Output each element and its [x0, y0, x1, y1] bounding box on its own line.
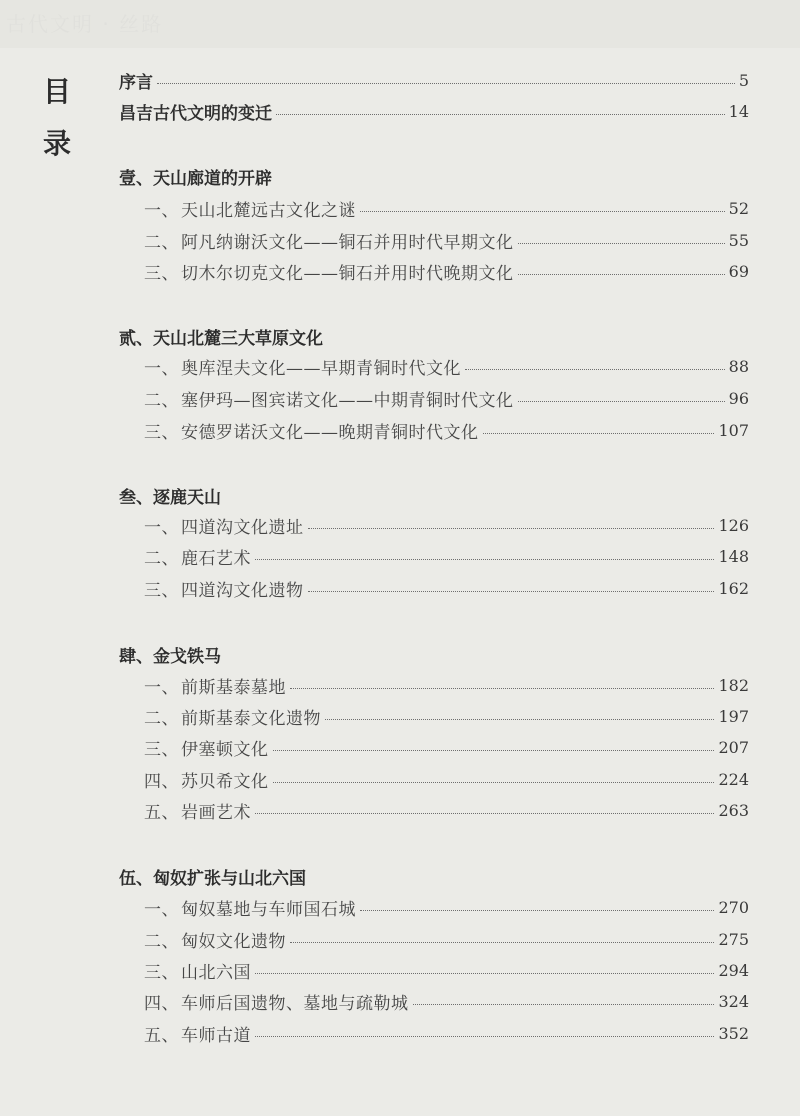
- dot-leader: [157, 82, 735, 84]
- dot-leader: [290, 687, 714, 689]
- toc-entry-preface[interactable]: [119, 67, 749, 93]
- item-label: 天山北麓远古文化之谜: [181, 200, 356, 221]
- item-label: 车师后国遗物、墓地与疏勒城: [181, 993, 409, 1014]
- toc-item[interactable]: [144, 195, 749, 221]
- toc-page-number: 55: [728, 230, 749, 250]
- dot-leader: [290, 941, 714, 943]
- dot-leader: [255, 972, 714, 974]
- item-label: 匈奴文化遗物: [181, 931, 286, 952]
- dot-leader: [255, 1035, 714, 1037]
- item-number: 三、: [144, 962, 179, 983]
- item-number: 二、: [144, 390, 179, 411]
- item-label: 车师古道: [181, 1025, 251, 1046]
- item-label: 四道沟文化遗物: [181, 580, 304, 601]
- toc-page-number: 197: [718, 706, 749, 726]
- item-label: 切木尔切克文化——铜石并用时代晚期文化: [181, 263, 514, 284]
- item-label: 苏贝希文化: [181, 771, 269, 792]
- dot-leader: [255, 812, 714, 814]
- item-label: 匈奴墓地与车师国石城: [181, 899, 356, 920]
- item-number: 一、: [144, 200, 179, 221]
- dot-leader: [518, 273, 725, 275]
- toc-item[interactable]: [144, 227, 749, 253]
- dot-leader: [308, 527, 715, 529]
- toc-item[interactable]: [144, 988, 749, 1014]
- dot-leader: [276, 113, 725, 115]
- toc-item[interactable]: [144, 703, 749, 729]
- toc-entry-label: 序言: [119, 72, 153, 93]
- item-number: 三、: [144, 580, 179, 601]
- item-label: 鹿石艺术: [181, 548, 251, 569]
- dot-leader: [325, 718, 714, 720]
- item-number: 一、: [144, 517, 179, 538]
- item-number: 二、: [144, 931, 179, 952]
- item-number: 三、: [144, 263, 179, 284]
- item-label: 阿凡纳谢沃文化——铜石并用时代早期文化: [181, 232, 514, 253]
- item-number: 五、: [144, 1025, 179, 1046]
- item-label: 前斯基泰墓地: [181, 677, 286, 698]
- toc-item[interactable]: [144, 353, 749, 379]
- dot-leader: [273, 781, 715, 783]
- toc-item[interactable]: [144, 258, 749, 284]
- item-number: 一、: [144, 677, 179, 698]
- toc-page-number: 69: [728, 261, 749, 281]
- dot-leader: [518, 400, 725, 402]
- item-number: 二、: [144, 232, 179, 253]
- item-number: 四、: [144, 771, 179, 792]
- toc-page-number: 88: [728, 356, 749, 376]
- chapter-heading-3[interactable]: 叁、逐鹿天山: [119, 488, 221, 508]
- chapter-heading-2[interactable]: 贰、天山北麓三大草原文化: [119, 329, 323, 349]
- dot-leader: [483, 432, 715, 434]
- toc-entry-label: 昌吉古代文明的变迁: [119, 103, 272, 124]
- chapter-heading-5[interactable]: 伍、匈奴扩张与山北六国: [119, 869, 306, 889]
- toc-page-number: 162: [718, 578, 749, 598]
- toc-item[interactable]: [144, 797, 749, 823]
- item-label: 前斯基泰文化遗物: [181, 708, 321, 729]
- toc-page-number: 294: [718, 960, 749, 980]
- toc-page-number: 270: [718, 897, 749, 917]
- item-number: 五、: [144, 802, 179, 823]
- toc-item[interactable]: [144, 1020, 749, 1046]
- toc-page-number: 224: [718, 769, 749, 789]
- toc-page-number: 14: [728, 101, 749, 121]
- toc-page-number: 182: [718, 675, 749, 695]
- toc-page-number: 52: [728, 198, 749, 218]
- toc-page-number: 352: [718, 1023, 749, 1043]
- item-label: 山北六国: [181, 962, 251, 983]
- toc-item[interactable]: [144, 734, 749, 760]
- toc-item[interactable]: [144, 894, 749, 920]
- item-label: 奥库涅夫文化——早期青铜时代文化: [181, 358, 461, 379]
- item-number: 一、: [144, 899, 179, 920]
- chapter-heading-4[interactable]: 肆、金戈铁马: [119, 647, 221, 667]
- toc-page-number: 275: [718, 929, 749, 949]
- toc-page-number: 96: [728, 388, 749, 408]
- toc-page-number: 5: [738, 70, 749, 90]
- toc-item[interactable]: [144, 926, 749, 952]
- toc-item[interactable]: [144, 766, 749, 792]
- dot-leader: [255, 558, 714, 560]
- toc-item[interactable]: [144, 575, 749, 601]
- item-label: 安德罗诺沃文化——晚期青铜时代文化: [181, 422, 479, 443]
- toc-page-number: 324: [718, 991, 749, 1011]
- dot-leader: [360, 909, 714, 911]
- header-band-text: 古代文明 · 丝路: [6, 12, 164, 36]
- toc-item[interactable]: [144, 512, 749, 538]
- item-label: 伊塞顿文化: [181, 739, 269, 760]
- item-number: 四、: [144, 993, 179, 1014]
- item-number: 一、: [144, 358, 179, 379]
- dot-leader: [413, 1003, 715, 1005]
- dot-leader: [308, 590, 715, 592]
- toc-page-number: 207: [718, 737, 749, 757]
- item-label: 四道沟文化遗址: [181, 517, 304, 538]
- page-title-char-1: 目: [42, 75, 71, 108]
- item-label: 塞伊玛—图宾诺文化——中期青铜时代文化: [181, 390, 514, 411]
- dot-leader: [518, 242, 725, 244]
- item-number: 三、: [144, 422, 179, 443]
- page-title-char-2: 录: [42, 127, 71, 160]
- toc-item[interactable]: [144, 385, 749, 411]
- toc-page-number: 126: [718, 515, 749, 535]
- toc-item[interactable]: [144, 672, 749, 698]
- item-number: 二、: [144, 548, 179, 569]
- chapter-heading-1[interactable]: 壹、天山廊道的开辟: [119, 169, 272, 189]
- dot-leader: [465, 368, 725, 370]
- toc-page-number: 107: [718, 420, 749, 440]
- item-number: 二、: [144, 708, 179, 729]
- item-label: 岩画艺术: [181, 802, 251, 823]
- item-number: 三、: [144, 739, 179, 760]
- toc-page-number: 148: [718, 546, 749, 566]
- toc-item[interactable]: [144, 957, 749, 983]
- toc-item[interactable]: [144, 543, 749, 569]
- toc-item[interactable]: [144, 417, 749, 443]
- toc-page-number: 263: [718, 800, 749, 820]
- toc-entry-civilization-changes[interactable]: [119, 98, 749, 124]
- dot-leader: [360, 210, 725, 212]
- dot-leader: [273, 749, 715, 751]
